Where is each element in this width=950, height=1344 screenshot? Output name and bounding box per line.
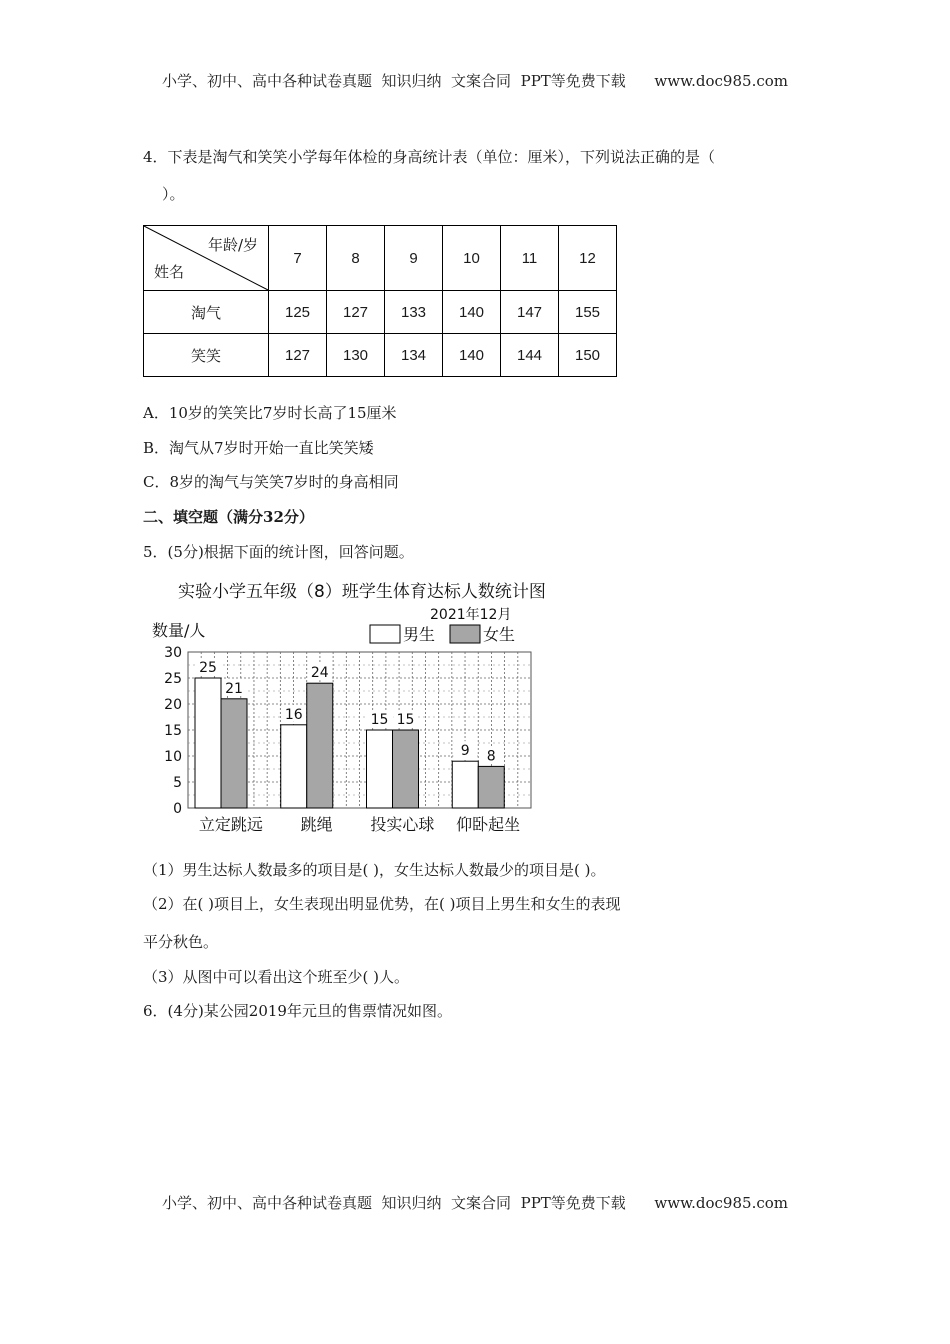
table-corner-cell [144,226,269,291]
chart-subtitle: 2021年12月 [430,607,512,623]
y-tick-label: 0 [173,801,182,817]
q4-stem-line1: 4．下表是淘气和笑笑小学每年体检的身高统计表（单位：厘米），下列说法正确的是（ [143,148,716,166]
table-cell: 127 [327,291,385,334]
bar [367,730,393,808]
data-label: 15 [396,712,415,728]
table-cell: 133 [385,291,443,334]
chart-title: 实验小学五年级（8）班学生体育达标人数统计图 [178,582,546,602]
q6-stem: 6．(4分)某公园2019年元旦的售票情况如图。 [143,1002,452,1020]
age-header: 10 [443,226,501,291]
table-cell: 147 [501,291,559,334]
y-axis-label: 数量/人 [152,621,206,640]
x-tick-label: 仰卧起坐 [456,815,521,834]
table-cell: 127 [269,334,327,377]
table-cell: 140 [443,334,501,377]
age-header: 8 [327,226,385,291]
table-cell: 130 [327,334,385,377]
x-tick-label: 立定跳远 [198,815,263,834]
row-name: 淘气 [144,291,269,334]
x-tick-label: 投实心球 [370,815,435,834]
table-cell: 155 [559,291,617,334]
age-header: 9 [385,226,443,291]
q4-option-a: A．10岁的笑笑比7岁时长高了15厘米 [143,404,397,422]
bar [281,725,307,808]
data-label: 15 [370,712,389,728]
corner-age-label: 年龄/岁 [207,236,258,254]
corner-name-label: 姓名 [154,263,185,281]
legend-swatch [370,625,400,643]
data-label: 21 [225,680,243,697]
q5-stem: 5．(5分)根据下面的统计图，回答问题。 [143,543,414,561]
bar-chart [140,575,560,840]
bar [307,683,333,808]
data-label: 25 [199,660,217,676]
age-header: 12 [559,226,617,291]
table-cell: 125 [269,291,327,334]
q5-sub2-line1: （2）在( )项目上，女生表现出明显优势，在( )项目上男生和女生的表现 [143,895,621,913]
data-label: 9 [460,743,470,760]
y-tick-label: 5 [173,775,182,791]
section-title: 二、填空题（满分32分） [143,508,314,526]
table-cell: 134 [385,334,443,377]
data-label: 24 [310,665,329,682]
y-tick-label: 25 [164,671,182,687]
q5-sub3: （3）从图中可以看出这个班至少( )人。 [143,968,410,986]
legend-label: 男生 [403,625,436,644]
page-header: 小学、初中、高中各种试卷真题 知识归纳 文案合同 PPT等免费下载 www.doc985.com [161,72,788,90]
table-cell: 140 [443,291,501,334]
bar [478,766,504,808]
q5-sub1: （1）男生达标人数最多的项目是( )，女生达标人数最少的项目是( )。 [143,861,606,879]
y-tick-label: 30 [164,645,182,661]
bar [393,730,419,808]
x-tick-label: 跳绳 [300,815,333,834]
table-cell: 144 [501,334,559,377]
page-footer: 小学、初中、高中各种试卷真题 知识归纳 文案合同 PPT等免费下载 www.doc985.com [161,1194,788,1212]
table-row [144,291,617,334]
legend-swatch [450,625,480,643]
bar [452,761,478,808]
data-label: 8 [486,748,496,765]
age-header: 11 [501,226,559,291]
height-table [143,225,617,377]
age-header: 7 [269,226,327,291]
table-row [144,334,617,377]
y-tick-label: 20 [164,697,182,713]
bar [221,699,247,808]
data-label: 16 [284,706,303,723]
y-tick-label: 15 [164,723,182,739]
q4-option-c: C．8岁的淘气与笑笑7岁时的身高相同 [143,473,399,491]
table-cell: 150 [559,334,617,377]
q4-option-b: B．淘气从7岁时开始一直比笑笑矮 [143,439,374,457]
y-tick-label: 10 [164,749,182,765]
row-name: 笑笑 [144,334,269,377]
legend-label: 女生 [483,625,516,644]
q4-stem-line2: ）。 [162,185,185,203]
bar [195,678,221,808]
q5-sub2-line2: 平分秋色。 [143,933,219,951]
